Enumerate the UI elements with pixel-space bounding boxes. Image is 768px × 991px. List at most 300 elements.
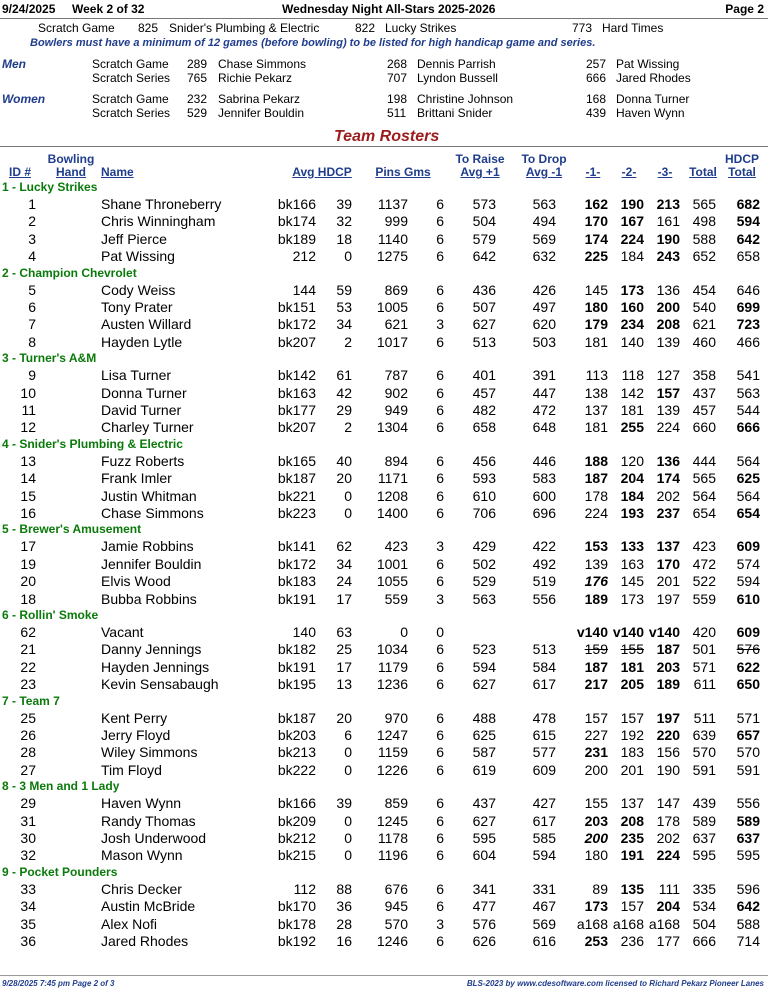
series-total: 501 (692, 641, 716, 657)
to-raise-avg: 507 (472, 299, 496, 315)
game-2-score: 255 (620, 419, 644, 435)
bowler-games: 6 (436, 762, 444, 778)
bowler-name: Shane Throneberry (101, 196, 222, 212)
to-drop-avg: 617 (532, 813, 556, 829)
bowler-handicap: 0 (344, 847, 352, 863)
bowler-games: 3 (436, 316, 444, 332)
men-highlight-name: Chase Simmons (218, 57, 307, 71)
handicap-total: 563 (736, 385, 760, 401)
game-2-score: 205 (620, 676, 644, 692)
bowler-id: 22 (20, 659, 36, 675)
bowler-average: bk209 (277, 813, 316, 829)
footer-license: BLS-2023 by www.cdesoftware.com licensed to Richard Pekarz Pioneer Lanes (466, 979, 764, 988)
game-1-score: 174 (584, 231, 608, 247)
bowler-name: Tim Floyd (101, 762, 162, 778)
series-total: 498 (692, 213, 716, 229)
to-raise-avg: 573 (472, 196, 496, 212)
game-1-score: 181 (584, 419, 608, 435)
handicap-total: 654 (736, 505, 760, 521)
bowler-pins: 999 (384, 213, 408, 229)
to-drop-avg: 422 (532, 538, 556, 554)
footer-print-info: 9/28/2025 7:45 pm Page 2 of 3 (2, 979, 115, 988)
bowler-average: bk141 (277, 538, 316, 554)
bowler-pins: 1275 (376, 248, 408, 264)
bowler-id: 34 (20, 898, 36, 914)
series-total: 460 (692, 334, 716, 350)
col-game-1: -1- (585, 165, 601, 179)
handicap-total: 658 (736, 248, 760, 264)
to-drop-avg: 467 (532, 898, 556, 914)
bowler-id: 17 (20, 538, 36, 554)
game-3-score: 203 (656, 659, 680, 675)
series-total: 666 (692, 933, 716, 949)
bowler-handicap: 17 (336, 591, 352, 607)
game-1-score: 180 (584, 299, 608, 315)
handicap-total: 609 (736, 538, 760, 554)
to-drop-avg: 426 (532, 282, 556, 298)
bowler-name: Haven Wynn (101, 795, 182, 811)
game-1-score: 231 (584, 744, 608, 760)
bowler-name: Frank Imler (101, 470, 172, 486)
to-raise-avg: 513 (472, 334, 496, 350)
to-drop-avg: 583 (532, 470, 556, 486)
bowler-handicap: 61 (336, 367, 352, 383)
game-3-score: 197 (656, 591, 680, 607)
bowler-name: Donna Turner (101, 385, 187, 401)
bowler-average: bk191 (277, 591, 316, 607)
bowler-handicap: 2 (344, 419, 352, 435)
bowler-handicap: 0 (344, 505, 352, 521)
rosters-title: Team Rosters (334, 128, 440, 145)
series-total: 621 (692, 316, 716, 332)
game-3-score: 139 (656, 402, 680, 418)
game-2-score: 208 (620, 813, 644, 829)
handicap-total: 595 (736, 847, 760, 863)
game-3-score: 137 (656, 538, 680, 554)
team-header: 8 - 3 Men and 1 Lady (2, 779, 120, 793)
game-1-score: 227 (584, 727, 608, 743)
col-avg-hdcp: Avg HDCP (292, 165, 352, 179)
game-3-score: 224 (656, 419, 680, 435)
series-total: 335 (692, 881, 716, 897)
team-scratch-score-2: 822 (355, 21, 376, 35)
bowler-games: 6 (436, 196, 444, 212)
bowler-handicap: 0 (344, 488, 352, 504)
women-highlight-score: 168 (586, 92, 607, 106)
bowler-pins: 1140 (377, 231, 408, 247)
handicap-total: 642 (736, 898, 760, 914)
series-total: 423 (692, 538, 716, 554)
game-2-score: 236 (620, 933, 644, 949)
bowler-handicap: 42 (336, 385, 352, 401)
game-3-score: 197 (656, 710, 680, 726)
team-header: 7 - Team 7 (2, 694, 60, 708)
to-drop-avg: 497 (532, 299, 556, 315)
men-highlight-name: Pat Wissing (616, 57, 680, 71)
game-3-score: 202 (656, 830, 680, 846)
bowler-name: Mason Wynn (101, 847, 183, 863)
game-1-score: 217 (584, 676, 608, 692)
bowler-games: 6 (436, 830, 444, 846)
bowler-average: bk212 (277, 830, 316, 846)
series-total: 559 (692, 591, 716, 607)
series-total: 437 (692, 385, 716, 401)
bowler-handicap: 16 (336, 933, 352, 949)
game-2-score: 160 (620, 299, 644, 315)
bowler-id: 20 (20, 573, 36, 589)
game-1-score: v140 (576, 624, 608, 640)
bowler-average: bk170 (277, 898, 316, 914)
game-3-score: 208 (656, 316, 680, 332)
bowler-games: 6 (436, 248, 444, 264)
to-drop-avg: 616 (532, 933, 556, 949)
to-drop-avg: 494 (532, 213, 556, 229)
game-1-score: 153 (584, 538, 608, 554)
bowler-name: Jeff Pierce (101, 231, 167, 247)
women-highlight-name: Haven Wynn (616, 106, 685, 120)
to-raise-avg: 436 (472, 282, 496, 298)
bowler-pins: 1304 (376, 419, 408, 435)
series-total: 591 (692, 762, 716, 778)
men-highlight-score: 707 (387, 71, 408, 85)
game-1-score: 189 (584, 591, 608, 607)
bowler-games: 6 (436, 385, 444, 401)
bowler-pins: 1159 (377, 744, 408, 760)
bowler-name: Jerry Floyd (101, 727, 171, 743)
bowler-name: Pat Wissing (101, 248, 175, 264)
bowler-name: Austin McBride (101, 898, 196, 914)
handicap-total: 594 (736, 213, 760, 229)
to-raise-avg: 593 (472, 470, 496, 486)
series-total: 522 (692, 573, 716, 589)
series-total: 564 (692, 488, 716, 504)
bowler-handicap: 25 (336, 641, 352, 657)
bowler-name: Randy Thomas (101, 813, 196, 829)
men-highlight-name: Dennis Parrish (417, 57, 496, 71)
women-highlight-label: Scratch Game (92, 92, 169, 106)
men-highlight-score: 666 (586, 71, 607, 85)
game-2-score: 183 (620, 744, 644, 760)
bowler-name: Justin Whitman (101, 488, 197, 504)
women-highlight-name: Brittani Snider (417, 106, 493, 120)
series-total: 420 (692, 624, 716, 640)
game-1-score: 180 (584, 847, 608, 863)
men-highlight-score: 257 (586, 57, 607, 71)
game-1-score: 145 (584, 282, 608, 298)
bowler-games: 6 (436, 933, 444, 949)
to-drop-avg: 620 (532, 316, 556, 332)
to-raise-avg: 529 (472, 573, 496, 589)
to-raise-avg: 706 (472, 505, 496, 521)
bowler-id: 8 (28, 334, 36, 350)
game-2-score: 193 (620, 505, 644, 521)
bowler-handicap: 32 (336, 213, 352, 229)
to-raise-avg: 626 (472, 933, 496, 949)
bowler-average: bk189 (277, 231, 316, 247)
bowler-pins: 559 (384, 591, 408, 607)
game-3-score: 178 (656, 813, 680, 829)
to-drop-avg: 513 (532, 641, 556, 657)
to-raise-avg: 502 (472, 556, 496, 572)
bowler-id: 31 (20, 813, 36, 829)
to-raise-avg: 523 (472, 641, 496, 657)
game-2-score: 163 (620, 556, 644, 572)
game-1-score: 181 (584, 334, 608, 350)
to-drop-avg: 478 (532, 710, 556, 726)
to-raise-avg: 595 (472, 830, 496, 846)
game-2-score: 142 (620, 385, 644, 401)
bowler-name: Bubba Robbins (101, 591, 197, 607)
bowler-name: Tony Prater (101, 299, 173, 315)
page-label: Page 2 (725, 2, 764, 16)
bowler-average: bk215 (277, 847, 316, 863)
game-3-score: 189 (656, 676, 680, 692)
to-raise-avg: 642 (472, 248, 496, 264)
to-drop-avg: 519 (532, 573, 556, 589)
game-1-score: 200 (584, 830, 608, 846)
game-3-score: 202 (656, 488, 680, 504)
team-scratch-name-2: Lucky Strikes (385, 21, 457, 35)
handicap-total: 588 (736, 916, 760, 932)
col-hdcp-total: HDCP Total (724, 152, 759, 179)
handicap-total: 609 (736, 624, 760, 640)
handicap-total: 589 (736, 813, 760, 829)
bowler-average: bk221 (277, 488, 316, 504)
to-drop-avg: 472 (532, 402, 556, 418)
bowler-pins: 676 (384, 881, 408, 897)
game-3-score: v140 (648, 624, 680, 640)
handicap-total: 637 (736, 830, 760, 846)
bowler-handicap: 0 (344, 813, 352, 829)
game-3-score: 157 (656, 385, 680, 401)
bowler-pins: 1400 (376, 505, 408, 521)
bowler-id: 12 (20, 419, 36, 435)
series-total: 637 (692, 830, 716, 846)
bowler-games: 6 (436, 453, 444, 469)
handicap-total: 699 (736, 299, 760, 315)
series-total: 444 (692, 453, 716, 469)
game-2-score: a168 (612, 916, 644, 932)
bowler-games: 0 (436, 624, 444, 640)
bowler-handicap: 29 (336, 402, 352, 418)
to-drop-avg: 696 (532, 505, 556, 521)
bowler-id: 18 (20, 591, 36, 607)
game-3-score: 174 (656, 470, 680, 486)
bowler-id: 9 (28, 367, 36, 383)
to-raise-avg: 477 (472, 898, 496, 914)
game-3-score: 220 (656, 727, 680, 743)
bowler-games: 6 (436, 231, 444, 247)
bowler-games: 6 (436, 282, 444, 298)
bowler-name: Vacant (101, 624, 144, 640)
series-total: 511 (693, 710, 716, 726)
bowler-name: David Turner (101, 402, 182, 418)
game-2-score: 155 (620, 641, 644, 657)
bowler-name: Chris Decker (101, 881, 182, 897)
team-header: 6 - Rollin' Smoke (2, 608, 99, 622)
bowler-id: 23 (20, 676, 36, 692)
bowler-average: bk223 (277, 505, 316, 521)
bowler-handicap: 53 (336, 299, 352, 315)
bowler-handicap: 2 (344, 334, 352, 350)
handicap-total: 646 (736, 282, 760, 298)
bowler-average: bk191 (277, 659, 316, 675)
bowler-games: 6 (436, 402, 444, 418)
handicap-total: 570 (736, 744, 760, 760)
bowler-average: bk213 (277, 744, 316, 760)
women-highlight-score: 232 (187, 92, 208, 106)
to-drop-avg: 492 (532, 556, 556, 572)
series-total: 457 (692, 402, 716, 418)
women-highlight-name: Sabrina Pekarz (218, 92, 301, 106)
bowler-pins: 1005 (376, 299, 408, 315)
women-highlight-score: 529 (187, 106, 208, 120)
series-total: 565 (692, 470, 716, 486)
bowler-handicap: 62 (336, 538, 352, 554)
game-2-score: 184 (620, 248, 644, 264)
bowler-id: 3 (28, 231, 36, 247)
handicap-total: 556 (736, 795, 760, 811)
handicap-total: 466 (736, 334, 760, 350)
game-1-score: 176 (584, 573, 608, 589)
game-1-score: 89 (592, 881, 608, 897)
bowler-games: 6 (436, 795, 444, 811)
women-highlight-score: 198 (387, 92, 408, 106)
bowler-id: 7 (28, 316, 36, 332)
bowler-average: bk174 (277, 213, 316, 229)
game-3-score: 136 (656, 282, 680, 298)
bowler-handicap: 20 (336, 470, 352, 486)
bowler-games: 6 (436, 898, 444, 914)
bowler-pins: 1179 (377, 659, 408, 675)
handicap-total: 666 (736, 419, 760, 435)
to-drop-avg: 594 (532, 847, 556, 863)
bowler-handicap: 34 (336, 316, 352, 332)
game-1-score: 187 (584, 470, 608, 486)
game-3-score: 170 (656, 556, 680, 572)
bowler-name: Lisa Turner (101, 367, 172, 383)
bowler-average: bk172 (277, 316, 316, 332)
bowler-games: 3 (436, 916, 444, 932)
series-total: 589 (692, 813, 716, 829)
men-highlight-name: Jared Rhodes (616, 71, 691, 85)
bowler-id: 35 (20, 916, 36, 932)
to-drop-avg: 569 (532, 916, 556, 932)
to-raise-avg: 658 (472, 419, 496, 435)
bowler-id: 19 (20, 556, 36, 572)
bowler-id: 16 (20, 505, 36, 521)
bowler-handicap: 18 (336, 231, 352, 247)
bowler-id: 29 (20, 795, 36, 811)
to-raise-avg: 341 (472, 881, 496, 897)
game-3-score: 201 (656, 573, 680, 589)
game-2-score: 184 (620, 488, 644, 504)
to-drop-avg: 585 (532, 830, 556, 846)
series-total: 654 (692, 505, 716, 521)
bowler-games: 6 (436, 573, 444, 589)
to-drop-avg: 648 (532, 419, 556, 435)
bowler-handicap: 88 (336, 881, 352, 897)
bowler-id: 4 (28, 248, 36, 264)
handicap-total: 714 (736, 933, 760, 949)
to-raise-avg: 579 (472, 231, 496, 247)
game-2-score: 157 (620, 898, 644, 914)
series-total: 570 (692, 744, 716, 760)
bowler-average: bk195 (277, 676, 316, 692)
series-total: 571 (692, 659, 716, 675)
bowler-average: bk187 (277, 710, 316, 726)
bowler-games: 6 (436, 505, 444, 521)
to-raise-avg: 401 (472, 367, 496, 383)
bowler-handicap: 39 (336, 196, 352, 212)
game-2-score: 157 (620, 710, 644, 726)
bowler-name: Jamie Robbins (101, 538, 194, 554)
bowler-handicap: 63 (336, 624, 352, 640)
bowler-games: 6 (436, 299, 444, 315)
bowler-id: 2 (28, 213, 36, 229)
bowler-name: Chris Winningham (101, 213, 216, 229)
bowler-handicap: 36 (336, 898, 352, 914)
game-1-score: 162 (584, 196, 608, 212)
game-2-score: 234 (620, 316, 644, 332)
bowler-average: bk192 (277, 933, 316, 949)
game-3-score: 127 (656, 367, 680, 383)
to-drop-avg: 446 (532, 453, 556, 469)
to-drop-avg: 331 (532, 881, 556, 897)
bowler-handicap: 0 (344, 762, 352, 778)
bowler-id: 10 (20, 385, 36, 401)
game-3-score: 190 (656, 231, 680, 247)
bowler-name: Elvis Wood (101, 573, 171, 589)
bowler-id: 21 (20, 641, 36, 657)
rosters-divider (0, 146, 768, 147)
bowler-pins: 1236 (376, 676, 408, 692)
game-1-score: 203 (584, 813, 608, 829)
to-drop-avg: 556 (532, 591, 556, 607)
bowler-games: 6 (436, 367, 444, 383)
bowler-pins: 570 (384, 916, 408, 932)
bowler-games: 6 (436, 676, 444, 692)
bowler-games: 6 (436, 710, 444, 726)
to-raise-avg: 625 (472, 727, 496, 743)
game-1-score: 225 (584, 248, 608, 264)
bowler-average: bk163 (277, 385, 316, 401)
bowler-average: 144 (292, 282, 316, 298)
series-total: 472 (692, 556, 716, 572)
game-3-score: 213 (656, 196, 680, 212)
bowler-average: bk187 (277, 470, 316, 486)
handicap-total: 594 (736, 573, 760, 589)
bowler-pins: 1137 (377, 196, 408, 212)
bowler-id: 11 (21, 402, 36, 418)
to-raise-avg: 488 (472, 710, 496, 726)
game-1-score: 170 (584, 213, 608, 229)
col-game-2: -2- (621, 165, 637, 179)
bowler-pins: 949 (384, 402, 408, 418)
game-1-score: a168 (576, 916, 608, 932)
bowler-average: bk177 (277, 402, 316, 418)
report-date: 9/24/2025 (2, 2, 56, 16)
bowler-pins: 894 (384, 453, 408, 469)
series-total: 534 (692, 898, 716, 914)
to-raise-avg: 576 (472, 916, 496, 932)
game-2-score: 173 (620, 282, 644, 298)
game-1-score: 113 (585, 367, 608, 383)
bowler-games: 6 (436, 813, 444, 829)
bowler-average: bk166 (277, 795, 316, 811)
game-3-score: 161 (656, 213, 680, 229)
to-drop-avg: 391 (532, 367, 556, 383)
